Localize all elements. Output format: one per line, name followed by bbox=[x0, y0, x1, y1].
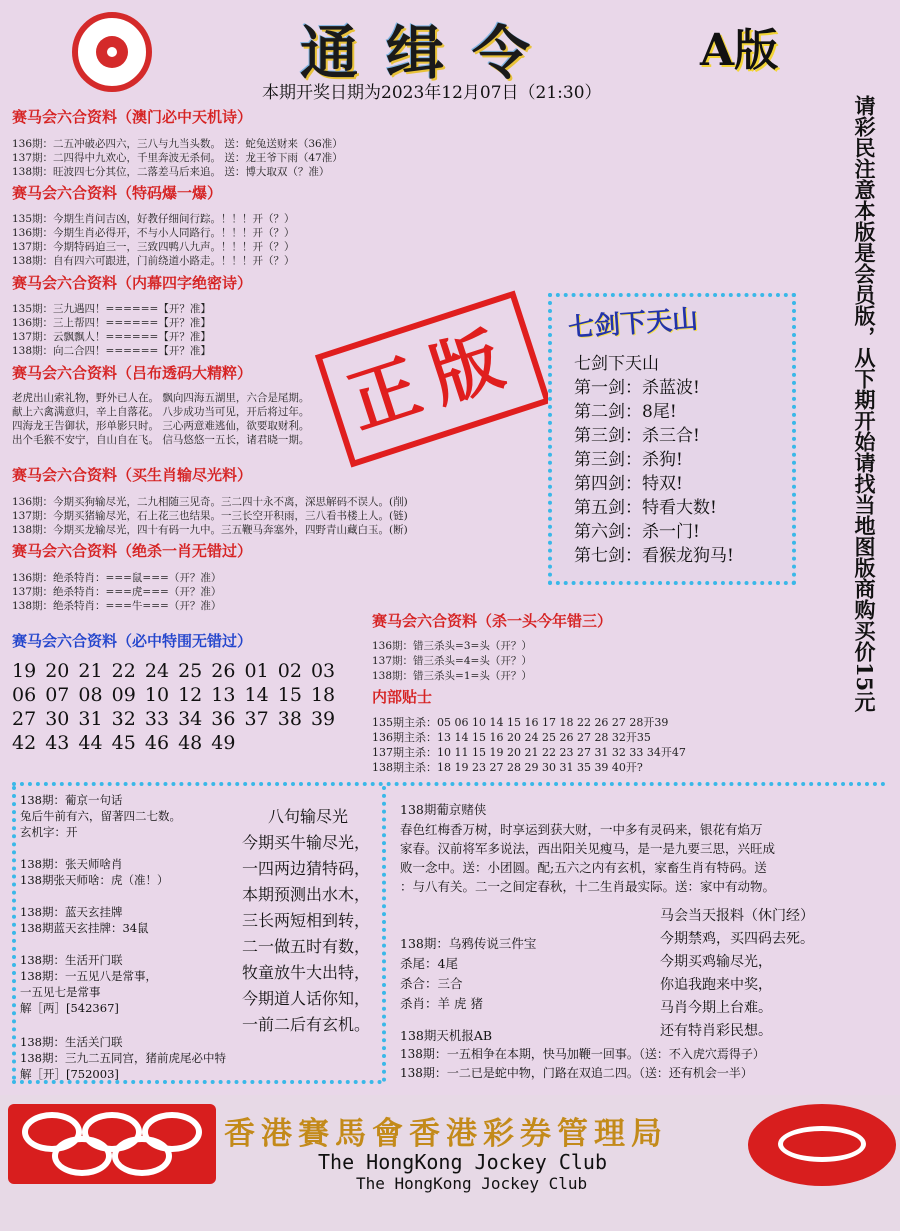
list-item: 第六剑：杀一门! bbox=[574, 522, 700, 542]
number-row: 42 43 44 45 46 48 49 bbox=[12, 732, 236, 754]
list-item: 马会当天报料（休门经） bbox=[660, 908, 814, 924]
list-item: 136期：绝杀特肖：===鼠===（开？准） bbox=[12, 572, 222, 584]
list-item: 138期：乌鸦传说三件宝 bbox=[400, 936, 537, 951]
seven-swords-header: 七剑下天山 bbox=[567, 304, 700, 344]
number-row: 19 20 21 22 24 25 26 01 02 03 bbox=[12, 660, 336, 682]
footer-en-name: The HongKong Jockey Club bbox=[356, 1174, 588, 1193]
list-item: 138期：三九二五同宫，猪前虎尾必中特 bbox=[20, 1051, 226, 1065]
poem-line: 一四两边猜特码， bbox=[242, 859, 371, 878]
poem-line: 一前二后有玄机。 bbox=[242, 1015, 371, 1034]
list-item: 第三剑：杀三合! bbox=[574, 426, 700, 446]
section-title-inside-tips: 内部贴士 bbox=[372, 688, 433, 706]
list-item: 138期主杀：18 19 23 27 28 29 30 31 35 39 40开? bbox=[372, 761, 643, 774]
list-item: 杀肖：羊 虎 猪 bbox=[400, 996, 483, 1011]
list-item: 136期：今期生肖必得开，不与小人同路行。！！！开（？） bbox=[12, 227, 295, 239]
poem-line: 二一做五时有数， bbox=[242, 937, 371, 956]
section-title-four-word: 赛马会六合资料（内幕四字绝密诗） bbox=[12, 274, 253, 292]
vertical-notice: 请彩民注意本版是会员版，从下期开始请找当地图版商购买价15元 bbox=[852, 95, 877, 713]
list-item: 兔后牛前有六，留著四二七数。 bbox=[20, 809, 181, 823]
list-item: 138期：今期买龙输尽光，四十有码一九中。三五鞭马奔塞外，四野青山藏白玉。(断) bbox=[12, 524, 408, 536]
list-item: ：与八有关。二一之间定春秋，十二生肖最实际。送：家中有动物。 bbox=[400, 879, 776, 894]
page-title: 通缉令 bbox=[300, 19, 559, 87]
poem-line: 牧童放牛大出特， bbox=[242, 963, 371, 982]
list-item: 四海龙王告御状，形单影只时。 三心两意难逃仙，欲要取财利。 bbox=[12, 420, 310, 432]
poem-title: 八句输尽光 bbox=[268, 807, 349, 826]
list-item: 第一剑：杀蓝波! bbox=[574, 378, 700, 398]
list-item: 老虎出山索礼物，野外已人在。 飘向四海五湖里，六合是尾期。 bbox=[12, 392, 310, 404]
list-item: 138期：一五见八是常事， bbox=[20, 969, 157, 983]
list-item: 137期：今期买猪输尽光，石上花三也结果。一三长空开积雨，三八看书楼上人。(链) bbox=[12, 510, 408, 522]
list-item: 138期：一二已是蛇中物，门路在双追二四。（送：还有机会一半） bbox=[400, 1066, 753, 1080]
section-title-lubu: 赛马会六合资料（吕布透码大精粹） bbox=[12, 364, 253, 382]
list-item: 出个毛猴不安宁，自山自在飞。 信马悠悠一五长，诸君晓一期。 bbox=[12, 434, 310, 446]
list-item: 第三剑：杀狗! bbox=[574, 450, 683, 470]
poem-line: 今期道人话你知， bbox=[242, 989, 371, 1008]
list-item: 136期：三上帮四！======【开？准】 bbox=[12, 317, 211, 329]
list-item: 玄机字：开 bbox=[20, 825, 78, 839]
section-title-kill-head: 赛马会六合资料（杀一头今年错三） bbox=[372, 612, 613, 630]
poem-line: 今期买牛输尽光， bbox=[242, 833, 371, 852]
list-item: 还有特肖彩民想。 bbox=[660, 1023, 772, 1039]
list-item: 春色红梅香万树，时享运到获大财，一中多有灵码来，银花有焰万 bbox=[400, 822, 763, 837]
list-item: 今期禁鸡，买四码去死。 bbox=[660, 931, 814, 947]
list-item: 138期：葡京一句话 bbox=[20, 793, 123, 807]
list-item: 136期：今期买狗输尽光，二九相随三见奇。三二四十永不离，深思解码不误人。(削) bbox=[12, 496, 408, 508]
genuine-stamp: 正版 bbox=[315, 290, 551, 467]
list-item: 七剑下天山 bbox=[574, 354, 659, 374]
list-item: 杀尾：4尾 bbox=[400, 956, 458, 971]
list-item: 今期买鸡输尽光， bbox=[660, 954, 772, 970]
list-item: 138期：旺波四七分其位，二落差马后来追。 送：博大取双（？准） bbox=[12, 166, 330, 178]
list-item: 献上六禽满意归，辛上自落花。 八步成功当可见，开后将过年。 bbox=[12, 406, 310, 418]
edition-label: A版 bbox=[700, 25, 779, 76]
list-item: 第四剑：特双! bbox=[574, 474, 683, 494]
list-item: 解［两］[542367] bbox=[20, 1001, 119, 1015]
list-item: 138期：向二合四！======【开？准】 bbox=[12, 345, 211, 357]
list-item: 138期：生活关门联 bbox=[20, 1035, 123, 1049]
section-title-macau: 赛马会六合资料（澳门必中天机诗） bbox=[12, 108, 253, 126]
list-item: 马肖今期上台难。 bbox=[660, 1000, 772, 1016]
list-item: 败一念中。送：小团圆。配;五六之内有玄机，家畜生肖有特码。送 bbox=[400, 860, 767, 875]
list-item: 135期：三九遇四！======【开？准】 bbox=[12, 303, 211, 315]
list-item: 138期：生活开门联 bbox=[20, 953, 123, 967]
list-item: 136期主杀：13 14 15 16 20 24 25 26 27 28 32开35 bbox=[372, 731, 651, 744]
list-item: 一五见七是常事 bbox=[20, 985, 101, 999]
list-item: 第七剑：看猴龙狗马! bbox=[574, 546, 734, 566]
hkjc-emblem-icon bbox=[72, 12, 152, 92]
list-item: 137期：云飘飘人！======【开？准】 bbox=[12, 331, 211, 343]
section-title-special-range: 赛马会六合资料（必中特围无错过） bbox=[12, 632, 253, 650]
section-title-kill-zodiac: 赛马会六合资料（绝杀一肖无错过） bbox=[12, 542, 253, 560]
list-item: 137期：二四得中九欢心，千里奔波无杀伺。 送：龙王爷下雨（47准） bbox=[12, 152, 343, 164]
poem-line: 三长两短相到转， bbox=[242, 911, 371, 930]
list-item: 136期：错三杀头=3=头（开？） bbox=[372, 640, 532, 652]
list-item: 138期葡京赌侠 bbox=[400, 802, 487, 817]
footer-cn-name: 香港賽馬會香港彩券管理局 bbox=[224, 1116, 668, 1152]
hkjc-logo-right-icon bbox=[748, 1104, 896, 1186]
list-item: 136期：二五冲破必四六，三八与九当头数。 送：蛇兔送财来（36准） bbox=[12, 138, 343, 150]
section-title-special: 赛马会六合资料（特码爆一爆） bbox=[12, 184, 223, 202]
list-item: 你追我跑来中奖， bbox=[660, 977, 772, 993]
list-item: 家春。汉前将军多说法，西出阳关见瘦马，是一是九要三思，兴旺成 bbox=[400, 841, 776, 856]
list-item: 138期天机报AB bbox=[400, 1028, 493, 1043]
list-item: 138期：绝杀特肖：===牛===（开？准） bbox=[12, 600, 222, 612]
divider bbox=[12, 786, 16, 1080]
list-item: 137期：错三杀头=4=头（开？） bbox=[372, 655, 532, 667]
list-item: 第二剑：8尾! bbox=[574, 402, 677, 422]
poem-line: 本期预测出水木， bbox=[242, 885, 371, 904]
list-item: 138期：蓝天玄挂牌 bbox=[20, 905, 123, 919]
list-item: 138期：自有四六可跟进，门前绕道小路走。！！！开（？） bbox=[12, 255, 295, 267]
list-item: 杀合：三合 bbox=[400, 976, 463, 991]
list-item: 137期主杀：10 11 15 19 20 21 22 23 27 31 32 33 34开47 bbox=[372, 746, 686, 759]
list-item: 138期张天师啥：虎（准！） bbox=[20, 873, 169, 887]
seven-swords-box bbox=[548, 293, 796, 585]
draw-date: 本期开奖日期为2023年12月07日（21:30） bbox=[262, 83, 602, 103]
list-item: 137期：今期特码迫三一，三致四鸭八九声。！！！开（？） bbox=[12, 241, 295, 253]
divider bbox=[382, 786, 386, 1082]
list-item: 135期主杀：05 06 10 14 15 16 17 18 22 26 27 28开39 bbox=[372, 716, 669, 729]
list-item: 138期：一五相争在本期，快马加鞭一回事。（送：不入虎穴焉得子） bbox=[400, 1047, 765, 1061]
list-item: 137期：绝杀特肖：===虎===（开？准） bbox=[12, 586, 222, 598]
hkjc-logo-left-icon bbox=[8, 1104, 216, 1184]
list-item: 第五剑：特看大数! bbox=[574, 498, 717, 518]
section-title-zodiac-lose: 赛马会六合资料（买生肖输尽光料） bbox=[12, 466, 253, 484]
list-item: 138期蓝天玄挂牌：34鼠 bbox=[20, 921, 149, 935]
number-row: 27 30 31 32 33 34 36 37 38 39 bbox=[12, 708, 336, 730]
list-item: 138期：错三杀头=1=头（开？） bbox=[372, 670, 532, 682]
list-item: 135期：今期生肖问吉凶，好教仔细间行踪。！！！开（？） bbox=[12, 213, 295, 225]
list-item: 138期：张天师啥肖 bbox=[20, 857, 123, 871]
number-row: 06 07 08 09 10 12 13 14 15 18 bbox=[12, 684, 336, 706]
footer-en-name: The HongKong Jockey Club bbox=[318, 1150, 607, 1174]
divider bbox=[12, 782, 886, 786]
list-item: 解［开］[752003] bbox=[20, 1067, 119, 1081]
